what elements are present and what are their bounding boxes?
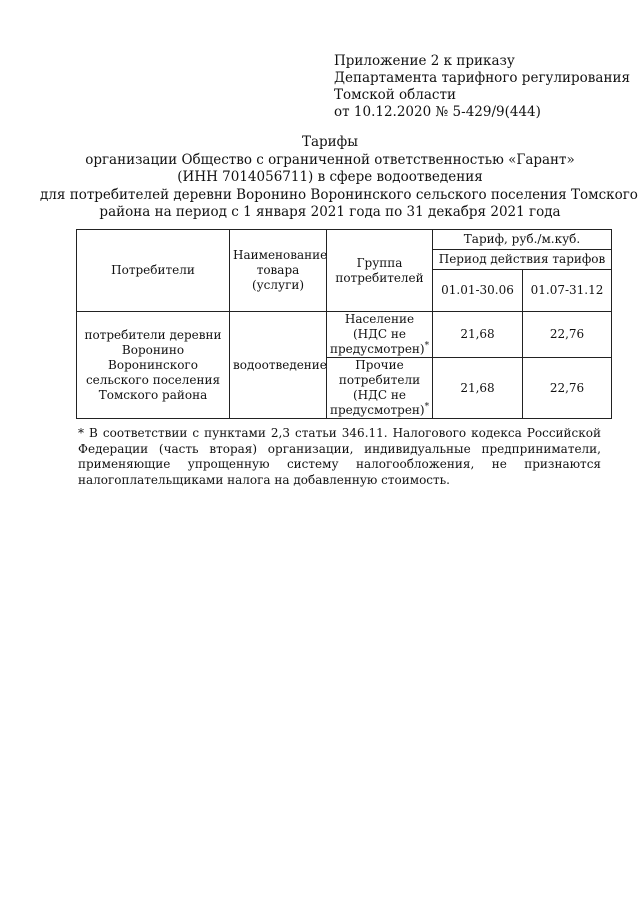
title-line: района на период с 1 января 2021 года по 31 декабря 2021 года (99, 204, 561, 220)
header-group: Группа потребителей (327, 230, 433, 312)
document-title (40, 134, 638, 222)
product-cell: водоотведение (230, 312, 327, 419)
tariff-value-cell: 22,76 (523, 312, 612, 358)
appendix-line: от 10.12.2020 № 5-429/9(444) (334, 104, 541, 120)
title-line: для потребителей деревни Воронино Воронинского сельского поселения Томского (40, 186, 638, 203)
footnote-mark: * (424, 402, 430, 412)
tariff-table (76, 229, 612, 419)
header-period: Период действия тарифов (433, 250, 612, 270)
header-product: Наименование товара (услуги) (230, 230, 327, 312)
tariff-value-cell: 21,68 (433, 312, 523, 358)
tariff-value-cell: 22,76 (523, 358, 612, 419)
appendix-line: Приложение 2 к приказу (334, 53, 515, 69)
appendix-line: Томской области (334, 87, 456, 103)
appendix-line: Департамента тарифного регулирования (334, 70, 630, 86)
header-period-1: 01.01-30.06 (433, 270, 523, 312)
group-label: Прочие потребители (НДС не предусмотрен) (330, 358, 425, 417)
group-cell (327, 312, 433, 358)
footnote-mark: * (424, 341, 430, 351)
header-period-2: 01.07-31.12 (523, 270, 612, 312)
group-cell (327, 358, 433, 419)
header-tariff: Тариф, руб./м.куб. (433, 230, 612, 250)
table-row (77, 312, 612, 358)
title-line: организации Общество с ограниченной ответственностью «Гарант» (85, 151, 575, 168)
group-label: Население (НДС не предусмотрен) (330, 312, 425, 356)
tariff-value-cell: 21,68 (433, 358, 523, 419)
title-heading: Тарифы (301, 134, 358, 150)
consumers-cell: потребители деревни Воронино Воронинского сельского поселения Томского района (77, 312, 230, 419)
appendix-reference (334, 53, 630, 121)
header-consumers: Потребители (77, 230, 230, 312)
footnote: * В соответствии с пунктами 2,3 статьи 346.11. Налогового кодекса Российской Федерации (часть вторая) организации, индивидуальные предприниматели, применяющие упрощенную систему налогообложения, не признаются налогоплательщиками налога на добавленную стоимость. (78, 426, 601, 487)
title-line: (ИНН 7014056711) в сфере водоотведения (177, 169, 483, 185)
